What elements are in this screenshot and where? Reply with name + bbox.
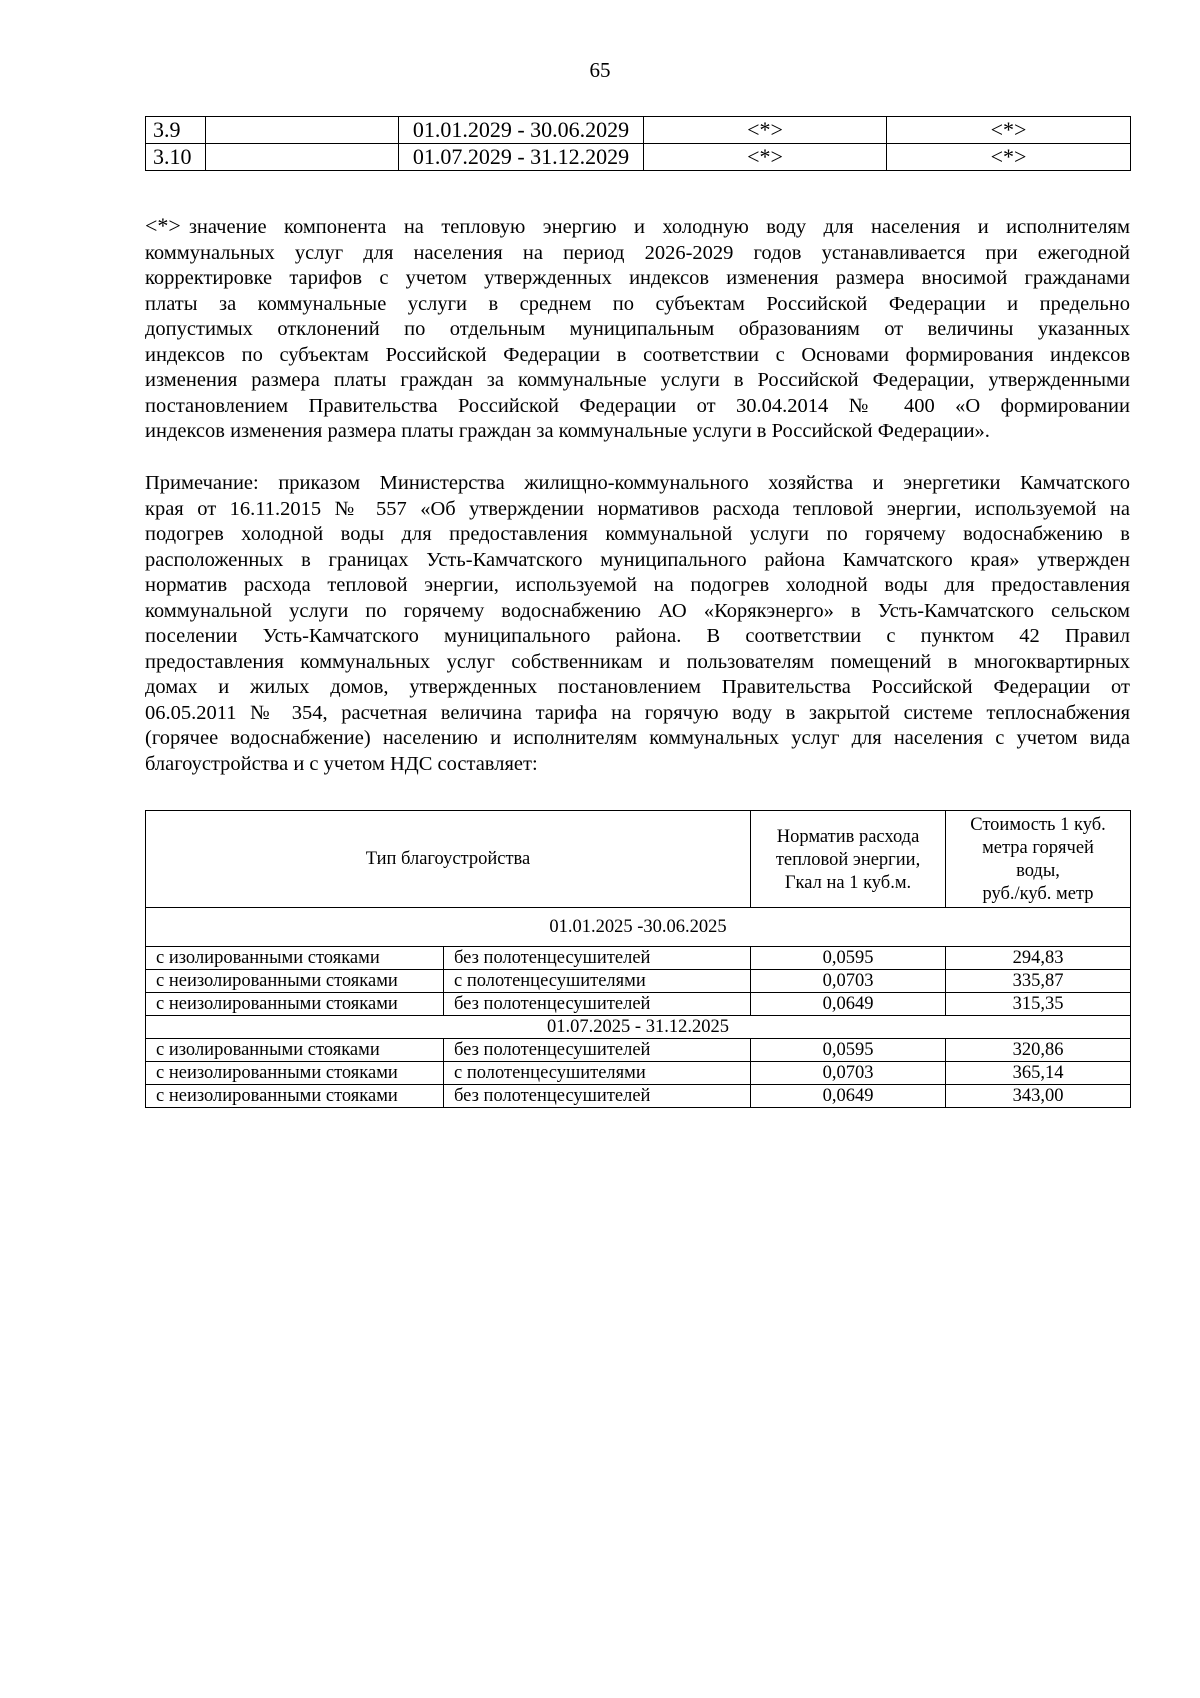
note-line: 06.05.2011 № 354, расчетная величина тарифа на горячую воду в закрытой системе теплоснабжения bbox=[145, 701, 1130, 724]
period-label: 01.07.2025 - 31.12.2025 bbox=[146, 1016, 1131, 1039]
heat-norm-value: 0,0703 bbox=[751, 1062, 946, 1085]
note-line: расположенных в границах Усть-Камчатского муниципального района Камчатского края» утвержден bbox=[145, 548, 1130, 571]
note-line: благоустройства и с учетом НДС составляет: bbox=[145, 752, 538, 775]
note-line: подогрев холодной воды для предоставления коммунальной услуги по горячему водоснабжению в bbox=[145, 523, 1130, 545]
riser-type: с изолированными стояками bbox=[146, 1039, 444, 1062]
heat-norm-value: 0,0595 bbox=[751, 947, 946, 970]
note-line: предоставления коммунальных услуг собственникам и пользователям помещений в многоквартирных bbox=[145, 650, 1130, 673]
period-row bbox=[146, 1016, 1131, 1039]
note-line: норматив расхода тепловой энергии, используемой на подогрев холодной воды для предоставления bbox=[145, 574, 1130, 596]
riser-type: с неизолированными стояками bbox=[146, 1085, 444, 1108]
towel-dryer-type: без полотенцесушителей bbox=[444, 993, 751, 1016]
towel-dryer-type: с полотенцесушителями bbox=[444, 970, 751, 993]
footnote-line: платы за коммунальные услуги в среднем по субъектам Российской Федерации и предельно bbox=[145, 292, 1130, 315]
price-value: 315,35 bbox=[946, 993, 1131, 1016]
towel-dryer-type: без полотенцесушителей bbox=[444, 1085, 751, 1108]
note-line: домах и жилых домов, утвержденных постановлением Правительства Российской Федерации от bbox=[145, 676, 1130, 698]
row-period: 01.01.2029 - 30.06.2029 bbox=[399, 117, 644, 144]
note-line: коммунальной услуги по горячему водоснабжению АО «Корякэнерго» в Усть-Камчатского сельском bbox=[145, 599, 1130, 622]
row-value-1: <*> bbox=[644, 144, 887, 171]
towel-dryer-type: с полотенцесушителями bbox=[444, 1062, 751, 1085]
row-name bbox=[206, 117, 399, 144]
row-value-2: <*> bbox=[887, 144, 1131, 171]
footnote-line: <*> значение компонента на тепловую энергию и холодную воду для населения и исполнителям bbox=[145, 213, 1130, 238]
row-value-1: <*> bbox=[644, 117, 887, 144]
price-value: 365,14 bbox=[946, 1062, 1131, 1085]
footnote-line: индексов по субъектам Российской Федерации в соответствии с Основами формирования индексов bbox=[145, 343, 1130, 366]
row-period: 01.07.2029 - 31.12.2029 bbox=[399, 144, 644, 171]
row-number: 3.9 bbox=[146, 117, 206, 144]
footnote-line: изменения размера платы граждан за коммунальные услуги в Российской Федерации, утвержденными bbox=[145, 369, 1130, 391]
footnote-line: допустимых отклонений по отдельным муниципальным образованиям от величины указанных bbox=[145, 318, 1130, 340]
riser-type: с изолированными стояками bbox=[146, 947, 444, 970]
riser-type: с неизолированными стояками bbox=[146, 970, 444, 993]
note-line: края от 16.11.2015 № 557 «Об утверждении нормативов расхода тепловой энергии, используемой на bbox=[145, 497, 1130, 520]
note-line: (горячее водоснабжение) населению и исполнителям коммунальных услуг для населения с учетом вида bbox=[145, 727, 1130, 749]
footnote-paragraph bbox=[145, 213, 1130, 445]
table-row bbox=[146, 970, 1131, 993]
table-row bbox=[146, 144, 1131, 171]
footnote-line: постановлением Правительства Российской Федерации от 30.04.2014 № 400 «О формировании bbox=[145, 394, 1130, 417]
period-row bbox=[146, 908, 1131, 947]
footnote-line: коммунальных услуг для населения на период 2026-2029 годов устанавливается при ежегодной bbox=[145, 241, 1130, 264]
note-line: поселении Усть-Камчатского муниципального района. В соответствии с пунктом 42 Правил bbox=[145, 625, 1130, 647]
table-row bbox=[146, 1085, 1131, 1108]
footnote-line: индексов изменения размера платы граждан за коммунальные услуги в Российской Федерации». bbox=[145, 420, 990, 442]
price-value: 320,86 bbox=[946, 1039, 1131, 1062]
table-header-row bbox=[146, 811, 1131, 908]
note-paragraph bbox=[145, 471, 1130, 777]
row-name bbox=[206, 144, 399, 171]
price-value: 294,83 bbox=[946, 947, 1131, 970]
table-row bbox=[146, 1062, 1131, 1085]
heat-norm-value: 0,0703 bbox=[751, 970, 946, 993]
riser-type: с неизолированными стояками bbox=[146, 993, 444, 1016]
hot-water-tariff-table bbox=[145, 810, 1131, 1108]
price-value: 335,87 bbox=[946, 970, 1131, 993]
tariff-schedule-table-continuation bbox=[145, 116, 1131, 171]
price-value: 343,00 bbox=[946, 1085, 1131, 1108]
table-row bbox=[146, 993, 1131, 1016]
towel-dryer-type: без полотенцесушителей bbox=[444, 1039, 751, 1062]
table-row bbox=[146, 1039, 1131, 1062]
table-row bbox=[146, 947, 1131, 970]
note-line: Примечание: приказом Министерства жилищно-коммунального хозяйства и энергетики Камчатского bbox=[145, 472, 1130, 494]
heat-norm-value: 0,0595 bbox=[751, 1039, 946, 1062]
page-number: 65 bbox=[589, 58, 611, 82]
riser-type: с неизолированными стояками bbox=[146, 1062, 444, 1085]
footnote-mark: <*> bbox=[145, 213, 181, 238]
heat-norm-value: 0,0649 bbox=[751, 1085, 946, 1108]
heat-norm-value: 0,0649 bbox=[751, 993, 946, 1016]
period-label: 01.01.2025 -30.06.2025 bbox=[146, 908, 1131, 947]
table-row bbox=[146, 117, 1131, 144]
header-improvement-type: Тип благоустройства bbox=[146, 811, 751, 908]
row-number: 3.10 bbox=[146, 144, 206, 171]
row-value-2: <*> bbox=[887, 117, 1131, 144]
header-heat-norm: Норматив расхода тепловой энергии, Гкал на 1 куб.м. bbox=[751, 811, 946, 908]
footnote-line: корректировке тарифов с учетом утвержденных индексов изменения размера вносимой гражданами bbox=[145, 267, 1130, 289]
header-water-cost: Стоимость 1 куб. метра горячей воды, руб./куб. метр bbox=[946, 811, 1131, 908]
towel-dryer-type: без полотенцесушителей bbox=[444, 947, 751, 970]
